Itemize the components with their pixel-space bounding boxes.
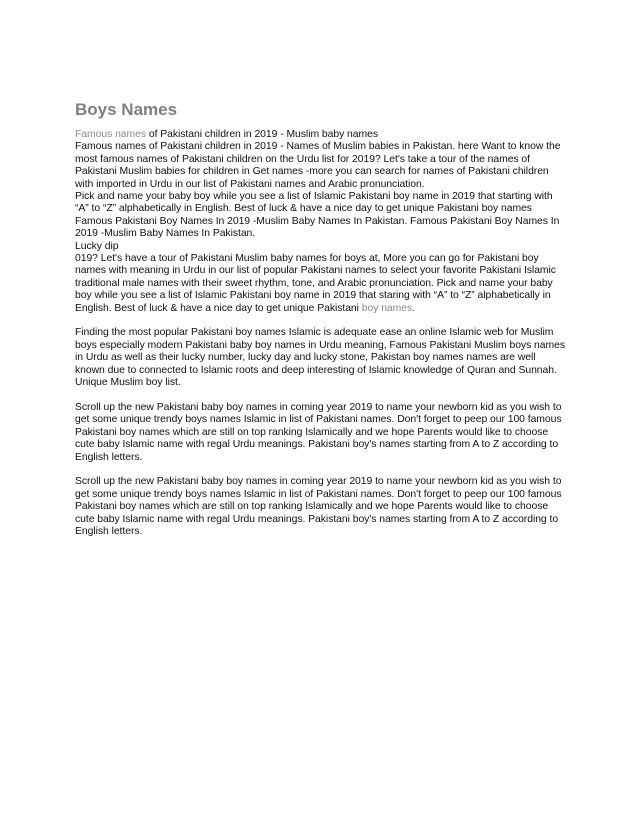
famous-names-link[interactable]: Famous names <box>75 129 147 140</box>
paragraph-lucky-dip: Lucky dip <box>75 240 119 252</box>
paragraph-famous-names: Famous names of Pakistani children in 2019 - Names of Muslim babies in Pakistan. here Want to know the most famous names of Pakistani children on the Urdu list for 2019? Let's take a tour of the names of Pakistani Muslim babies for children in Get names -more you can search for names of Pakistani children with imported in Urdu in our list of Pakistani names and Arabic pronunciation. <box>75 141 561 190</box>
paragraph-spacer <box>75 315 567 327</box>
intro-line-text: of Pakistani children in 2019 - Muslim baby names <box>146 129 378 140</box>
paragraph-scroll-up-2: Scroll up the new Pakistani baby boy names in coming year 2019 to name your newborn kid as you wish to get some unique trendy boys names Islamic in list of Pakistani names. Don't forget to peep our 100 famous Pakistani boy names which are still on top ranking Islamically and we hope Parents would like to choose cute baby Islamic name with regal Urdu meanings. Pakistani boy's names starting from A to Z according to English letters. <box>75 476 562 537</box>
document-page <box>75 100 567 538</box>
paragraph-tour-text: 019? Let's have a tour of Pakistani Muslim baby names for boys at, More you can go for Pakistani boy names with meaning in Urdu in our list of popular Pakistani names to select your favorite Pakistani Islamic traditional male names with their sweet rhythm, tone, and Arabic pronunciation. Pick and name your baby boy while you see a list of Islamic Pakistani boy name in 2019 that staring with “A” to “Z” alphabetically in English. Best of luck & have a nice day to get unique Pakistani <box>75 253 556 314</box>
paragraph-spacer <box>75 464 567 476</box>
boy-names-link[interactable]: boy names. <box>361 302 415 314</box>
document-title: Boys Names <box>75 100 178 119</box>
paragraph-spacer <box>75 390 567 402</box>
paragraph-tour <box>75 253 567 315</box>
paragraph-finding-popular: Finding the most popular Pakistani boy names Islamic is adequate ease an online Islamic web for Muslim boys especially modern Pakistani baby boy names in Urdu meaning, Famous Pakistani Muslim boys names in Urdu as well as their lucky number, lucky day and lucky stone, Pakistan boy names names are well known due to connected to Islamic roots and deep interesting of Islamic knowledge of Quran and Sunnah. Unique Muslim boy list. <box>75 327 565 389</box>
paragraph-pick-and-name: Pick and name your baby boy while you see a list of Islamic Pakistani boy name in 2019 that starting with “A” to “Z” alphabetically in English. Best of luck & have a nice day to get unique Pakistani boy names <box>75 191 553 215</box>
paragraph-scroll-up-1: Scroll up the new Pakistani baby boy names in coming year 2019 to name your newborn kid as you wish to get some unique trendy boys names Islamic in list of Pakistani names. Don't forget to peep our 100 famous Pakistani boy names which are still on top ranking Islamically and we hope Parents would like to choose cute baby Islamic name with regal Urdu meanings. Pakistani boy's names starting from A to Z according to English letters. <box>75 401 562 463</box>
intro-line <box>75 129 567 141</box>
paragraph-famous-boy-names: Famous Pakistani Boy Names In 2019 -Muslim Baby Names In Pakistan. Famous Pakistani Boy Names In 2019 -Muslim Baby Names In Pakistan. <box>75 215 560 240</box>
